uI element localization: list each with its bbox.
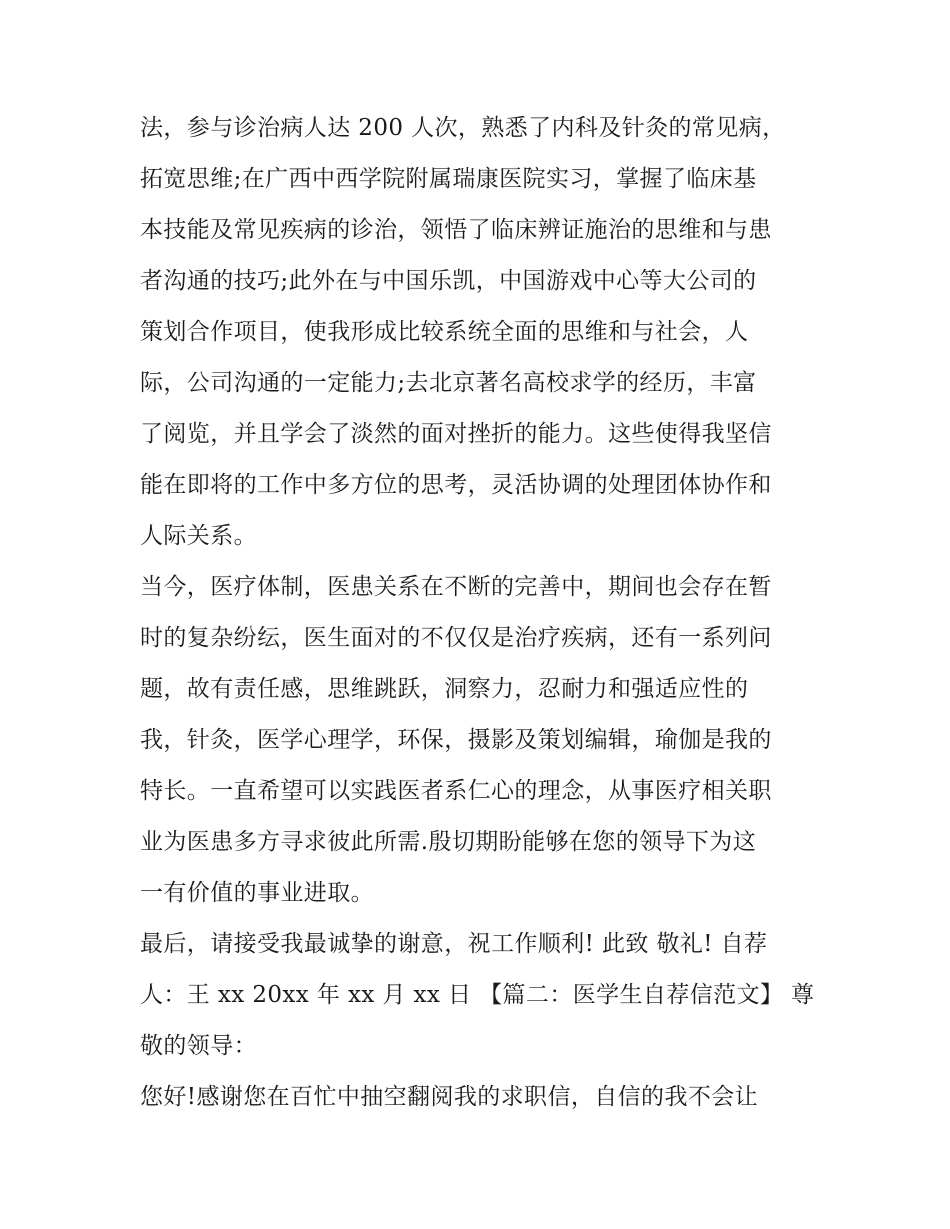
text-line: 一有价值的事业进取。	[140, 880, 374, 906]
text-line: 敬的领导：	[140, 1033, 257, 1059]
text-line: 能在即将的工作中多方位的思考，灵活协调的处理团体协作和	[140, 472, 772, 498]
text-line: 人际关系。	[140, 523, 257, 549]
text-line: 本技能及常见疾病的诊治，领悟了临床辨证施治的思维和与患	[140, 217, 772, 243]
text-line: 者沟通的技巧;此外在与中国乐凯，中国游戏中心等大公司的	[140, 268, 757, 294]
document-body	[140, 103, 820, 1123]
text-line: 时的复杂纷纭，医生面对的不仅仅是治疗疾病，还有一系列问	[140, 625, 772, 651]
text-line: 了阅览，并且学会了淡然的面对挫折的能力。这些使得我坚信	[140, 421, 772, 447]
text-line: 当今，医疗体制，医患关系在不断的完善中，期间也会存在暂	[140, 574, 772, 600]
text-line: 我，针灸，医学心理学，环保，摄影及策划编辑，瑜伽是我的	[140, 727, 772, 753]
text-line: 题，故有责任感，思维跳跃，洞察力，忍耐力和强适应性的	[140, 676, 749, 702]
text-line: 最后，请接受我最诚挚的谢意，祝工作顺利! 此致 敬礼! 自荐	[140, 931, 768, 957]
text-line: 际，公司沟通的一定能力;去北京著名高校求学的经历，丰富	[140, 370, 757, 396]
text-line: 拓宽思维;在广西中西学院附属瑞康医院实习，掌握了临床基	[140, 166, 757, 192]
text-line: 您好!感谢您在百忙中抽空翻阅我的求职信，自信的我不会让	[140, 1084, 759, 1110]
text-line: 策划合作项目，使我形成比较系统全面的思维和与社会，人	[140, 319, 749, 345]
text-line: 法，参与诊治病人达 200 人次，熟悉了内科及针灸的常见病，	[140, 115, 786, 141]
text-line: 业为医患多方寻求彼此所需.殷切期盼能够在您的领导下为这	[140, 829, 757, 855]
text-line: 特长。一直希望可以实践医者系仁心的理念，从事医疗相关职	[140, 778, 772, 804]
text-line: 人：王 xx 20xx 年 xx 月 xx 日 【篇二：医学生自荐信范文】 尊	[140, 982, 815, 1008]
